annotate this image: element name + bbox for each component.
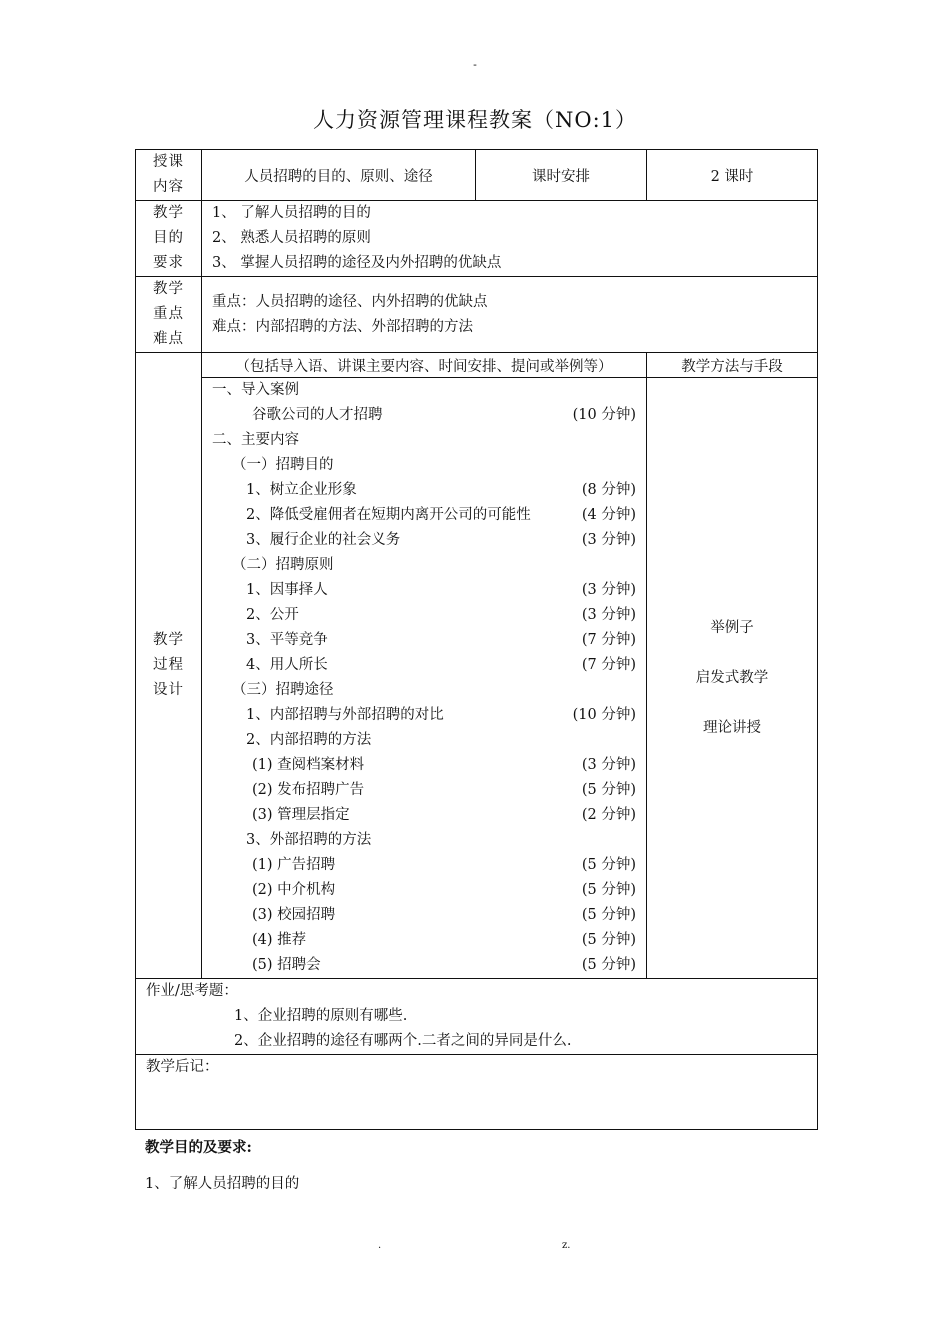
content-label: 授课 内容: [136, 150, 202, 201]
content-value: 人员招聘的目的、原则、途径: [202, 150, 476, 201]
hours-label: 课时安排: [476, 150, 647, 201]
process-content-header: （包括导入语、讲课主要内容、时间安排、提问或举例等）: [202, 353, 647, 378]
process-line: 2、公开 (3 分钟): [246, 607, 636, 623]
process-line: （二）招聘原则: [232, 557, 334, 573]
method-item: 理论讲授: [703, 720, 761, 736]
process-line: 4、用人所长 (7 分钟): [246, 657, 636, 673]
process-line: 3、外部招聘的方法: [246, 832, 372, 848]
row-process-body: [136, 378, 818, 979]
process-line: (1) 广告招聘 (5 分钟): [252, 857, 636, 873]
process-line: 一、导入案例: [212, 382, 299, 398]
process-line: (3) 管理层指定 (2 分钟): [252, 807, 636, 823]
process-methods: [647, 378, 818, 979]
key-list: [202, 277, 818, 353]
process-line: (4) 推荐 (5 分钟): [252, 932, 636, 948]
list-item: 重点：人员招聘的途径、内外招聘的优缺点: [212, 293, 488, 310]
method-item: 启发式教学: [695, 670, 769, 686]
lesson-plan-table: [135, 149, 818, 1130]
process-line: (1) 查阅档案材料 (3 分钟): [252, 757, 636, 773]
homework-item: 2、企业招聘的途径有哪两个.二者之间的异同是什么.: [234, 1033, 572, 1049]
notes-cell: [136, 1055, 818, 1130]
process-line: 2、内部招聘的方法: [246, 732, 372, 748]
process-line: 谷歌公司的人才招聘 (10 分钟): [252, 407, 636, 423]
row-process-header: [136, 353, 818, 378]
process-line: 3、履行企业的社会义务 (3 分钟): [246, 532, 636, 548]
homework-cell: [136, 979, 818, 1055]
process-line: (3) 校园招聘 (5 分钟): [252, 907, 636, 923]
key-label: 教学 重点 难点: [136, 277, 202, 353]
process-line: 1、树立企业形象 (8 分钟): [246, 482, 636, 498]
header-mark: -: [473, 58, 477, 71]
process-line: 2、降低受雇佣者在短期内离开公司的可能性 (4 分钟): [246, 507, 636, 523]
process-line: （一）招聘目的: [232, 457, 334, 473]
goals-list: [202, 201, 818, 277]
process-line: (5) 招聘会 (5 分钟): [252, 957, 636, 973]
notes-label: 教学后记：: [146, 1059, 219, 1075]
process-line: （三）招聘途径: [232, 682, 334, 698]
process-content: [202, 378, 647, 979]
process-methods-header: 教学方法与手段: [647, 353, 818, 378]
homework-item: 1、企业招聘的原则有哪些.: [234, 1008, 408, 1024]
process-line: (2) 中介机构 (5 分钟): [252, 882, 636, 898]
hours-value: 2 课时: [647, 150, 818, 201]
goals-label: 教学 目的 要求: [136, 201, 202, 277]
process-line: 二、主要内容: [212, 432, 299, 448]
section-heading: 教学目的及要求:: [145, 1139, 252, 1156]
row-homework: [136, 979, 818, 1055]
process-line: 3、平等竞争 (7 分钟): [246, 632, 636, 648]
row-goals: [136, 201, 818, 277]
list-item: 难点：内部招聘的方法、外部招聘的方法: [212, 318, 473, 335]
list-item: 2、 熟悉人员招聘的原则: [212, 230, 371, 246]
footer-right: z.: [562, 1240, 571, 1251]
method-item: 举例子: [710, 620, 754, 636]
homework-label: 作业/思考题：: [146, 983, 238, 999]
page-title: 人力资源管理课程教案（NO:1）: [312, 108, 638, 132]
row-key-points: [136, 277, 818, 353]
list-item: 1、 了解人员招聘的目的: [212, 205, 371, 221]
process-label: 教学 过程 设计: [136, 353, 202, 979]
list-item: 3、 掌握人员招聘的途径及内外招聘的优缺点: [212, 255, 502, 271]
process-line: 1、因事择人 (3 分钟): [246, 582, 636, 598]
process-line: (2) 发布招聘广告 (5 分钟): [252, 782, 636, 798]
footer-left: .: [378, 1240, 382, 1251]
process-line: 1、内部招聘与外部招聘的对比 (10 分钟): [246, 707, 636, 723]
row-content: [136, 150, 818, 201]
row-notes: [136, 1055, 818, 1130]
section-line: 1、了解人员招聘的目的: [145, 1176, 300, 1192]
